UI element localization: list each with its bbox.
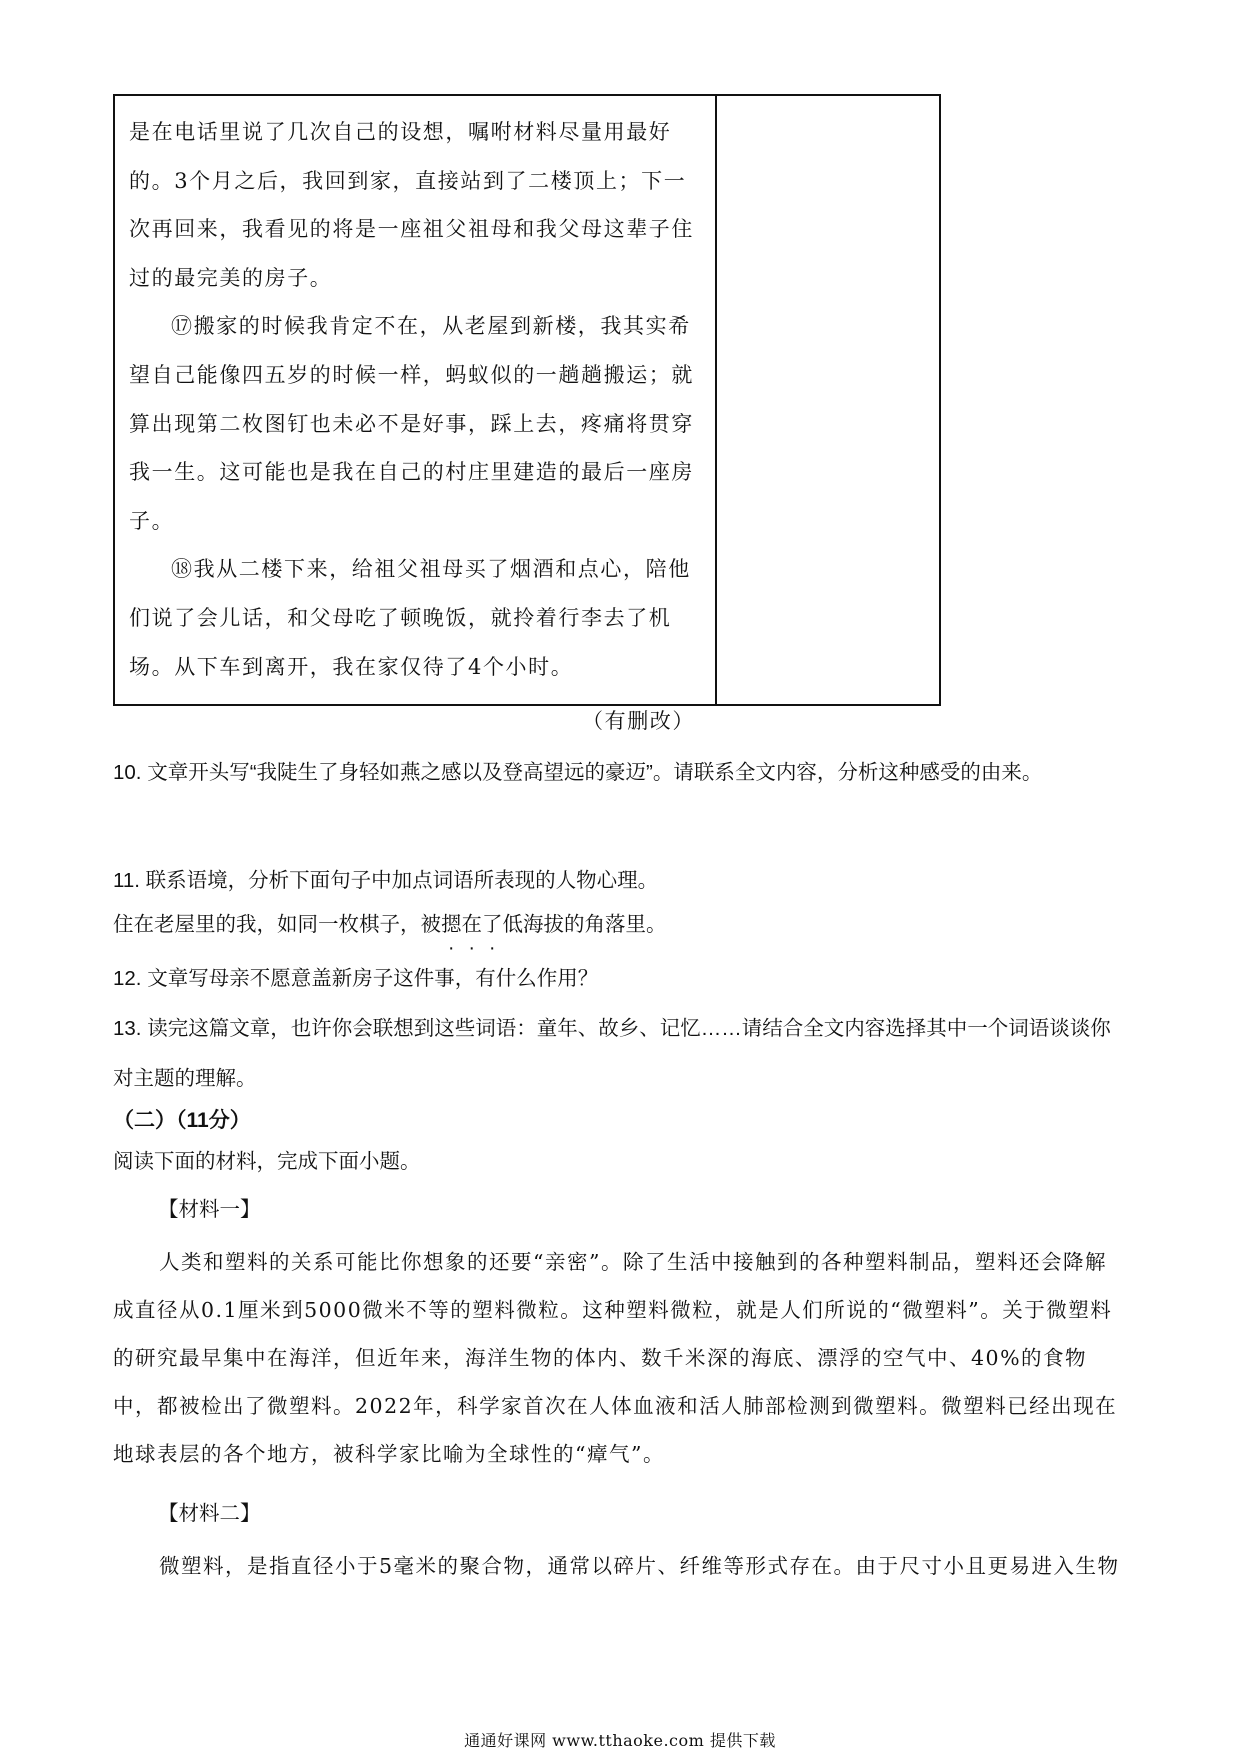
- emphasized-char: 了: [482, 913, 503, 936]
- question-10: [113, 748, 1123, 798]
- material-2: [113, 1542, 1123, 1590]
- passage-paragraph-17: ⑰搬家的时候我肯定不在，从老屋到新楼，我其实希望自己能像四五岁的时候一样，蚂蚁似的一趟趟搬运；就算出现第二枚图钉也未必不是好事，踩上去，疼痛将贯穿我一生。这可能也是我在自己的村庄里建造的最后一座房子。: [129, 314, 694, 533]
- question-10-text: 10. 文章开头写“我陡生了身轻如燕之感以及登高望远的豪迈”。请联系全文内容，分析这种感受的由来。: [113, 761, 1043, 784]
- passage-column-divider: [715, 96, 717, 704]
- emphasized-char: 摁: [441, 913, 462, 936]
- question-13: [113, 1004, 1123, 1104]
- question-12: [113, 954, 1123, 1004]
- section-title: （二）（11分）: [113, 1109, 251, 1132]
- question-12-text: 12. 文章写母亲不愿意盖新房子这件事，有什么作用？: [113, 967, 599, 990]
- material-1-label: 【材料一】: [158, 1197, 261, 1221]
- passage-paragraph-18: ⑱我从二楼下来，给祖父祖母买了烟酒和点心，陪他们说了会儿话，和父母吃了顿晚饭，就拎着行李去了机场。从下车到离开，我在家仅待了4个小时。: [129, 557, 691, 679]
- page-footer: 通通好课网 www.tthaoke.com 提供下载: [464, 1731, 776, 1750]
- source-note: （有删改）: [582, 709, 695, 734]
- question-13-text: 13. 读完这篇文章，也许你会联想到这些词语：童年、故乡、记忆……请结合全文内容选择其中一个词语谈谈你对主题的理解。: [113, 1017, 1111, 1090]
- material-2-text: 微塑料，是指直径小于5毫米的聚合物，通常以碎片、纤维等形式存在。由于尺寸小且更易进入生物: [159, 1554, 1120, 1578]
- section-instruction: 阅读下面的材料，完成下面小题。: [113, 1150, 421, 1173]
- question-11-sentence-before: 住在老屋里的我，如同一枚棋子，被: [113, 913, 441, 936]
- passage-text: [129, 108, 699, 746]
- question-11-text: 11. 联系语境，分析下面句子中加点词语所表现的人物心理。: [113, 869, 659, 892]
- passage-box: [113, 94, 941, 734]
- passage-paragraph: 是在电话里说了几次自己的设想，嘱咐材料尽量用最好的。3个月之后，我回到家，直接站到了二楼顶上；下一次再回来，我看见的将是一座祖父祖母和我父母这辈子住过的最完美的房子。: [129, 120, 694, 290]
- material-1-text: 人类和塑料的关系可能比你想象的还要“亲密”。除了生活中接触到的各种塑料制品，塑料还会降解成直径从0.1厘米到5000微米不等的塑料微粒。这种塑料微粒，就是人们所说的“微塑料”。关于微塑料的研究最早集中在海洋，但近年来，海洋生物的体内、数千米深的海底、漂浮的空气中、40%的食物中，都被检出了微塑料。2022年，科学家首次在人体血液和活人肺部检测到微塑料。微塑料已经出现在地球表层的各个地方，被科学家比喻为全球性的“瘴气”。: [113, 1250, 1118, 1466]
- material-1: [113, 1238, 1123, 1478]
- question-11: [113, 856, 1123, 944]
- question-11-sentence: [113, 906, 1123, 944]
- emphasized-char: 在: [461, 913, 482, 936]
- material-2-label: 【材料二】: [158, 1501, 261, 1525]
- question-11-sentence-after: 低海拔的角落里。: [502, 913, 667, 936]
